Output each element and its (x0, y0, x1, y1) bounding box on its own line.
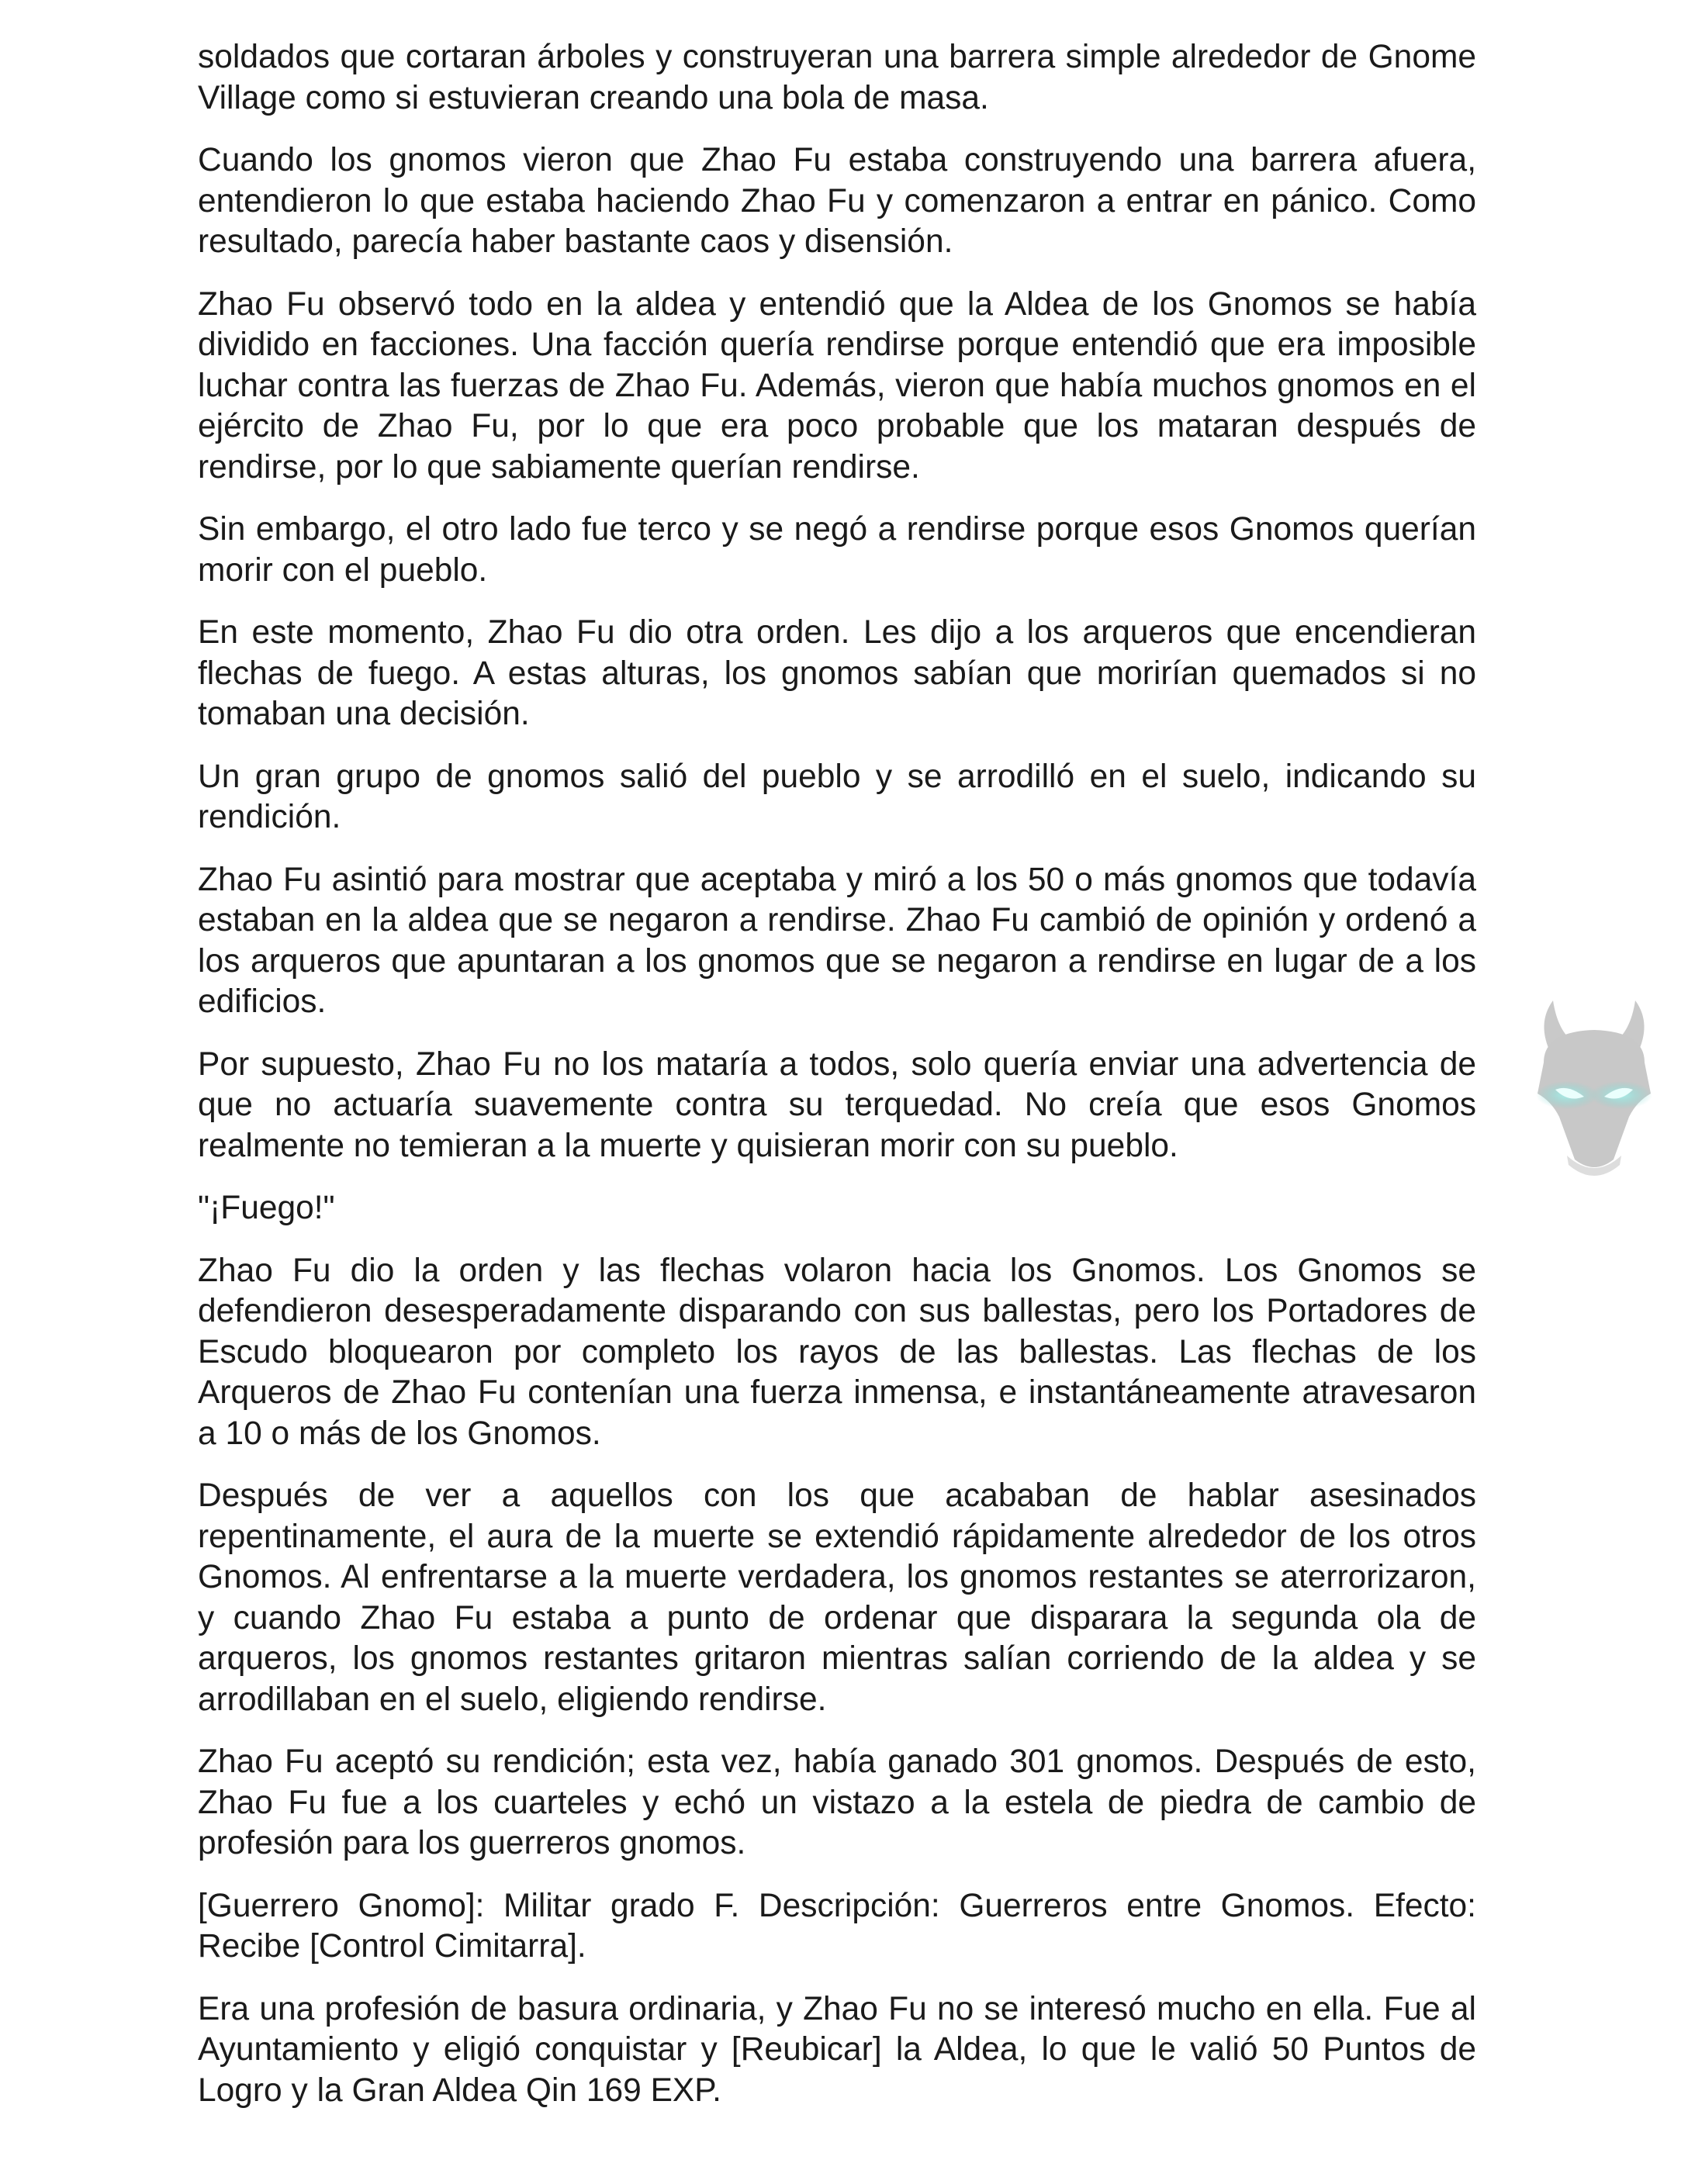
paragraph-6: Un gran grupo de gnomos salió del pueblo y se arrodilló en el suelo, indicando su rendición. (198, 758, 1476, 835)
paragraph-3: Zhao Fu observó todo en la aldea y entendió que la Aldea de los Gnomos se había dividido en facciones. Una facción quería rendirse porque entendió que era imposible luchar contra las fuerzas de Zhao Fu. Además, vieron que había muchos gnomos en el ejército de Zhao Fu, por lo que era poco probable que los mataran después de rendirse, por lo que sabiamente querían rendirse. (198, 285, 1476, 486)
paragraph-2: Cuando los gnomos vieron que Zhao Fu estaba construyendo una barrera afuera, entendieron lo que estaba haciendo Zhao Fu y comenzaron a entrar en pánico. Como resultado, parecía haber bastante caos y disensión. (198, 142, 1476, 260)
paragraph-8: Por supuesto, Zhao Fu no los mataría a todos, solo quería enviar una advertencia de que no actuaría suavemente contra su terquedad. No creía que esos Gnomos realmente no temieran a la muerte y quisieran morir con su pueblo. (198, 1045, 1476, 1164)
paragraph-14: Era una profesión de basura ordinaria, y Zhao Fu no se interesó mucho en ella. Fue al Ayuntamiento y eligió conquistar y [Reubicar] la Aldea, lo que le valió 50 Puntos de Logro y la Gran Aldea Qin 169 EXP. (198, 1990, 1476, 2109)
paragraph-9: "¡Fuego!" (198, 1190, 335, 1226)
paragraph-4: Sin embargo, el otro lado fue terco y se negó a rendirse porque esos Gnomos querían morir con el pueblo. (198, 511, 1476, 589)
paragraph-5: En este momento, Zhao Fu dio otra orden. Les dijo a los arqueros que encendieran flechas de fuego. A estas alturas, los gnomos sabían que morirían quemados si no tomaban una decisión. (198, 614, 1476, 732)
document-body (198, 37, 1476, 2133)
demon-head-icon (1520, 1000, 1668, 1179)
paragraph-13: [Guerrero Gnomo]: Militar grado F. Descripción: Guerreros entre Gnomos. Efecto: Recibe [Control Cimitarra]. (198, 1887, 1476, 1965)
paragraph-1: soldados que cortaran árboles y construyeran una barrera simple alrededor de Gnome Village como si estuvieran creando una bola de masa. (198, 39, 1476, 116)
paragraph-12: Zhao Fu aceptó su rendición; esta vez, había ganado 301 gnomos. Después de esto, Zhao Fu fue a los cuarteles y echó un vistazo a la estela de piedra de cambio de profesión para los guerreros gnomos. (198, 1743, 1476, 1861)
paragraph-11: Después de ver a aquellos con los que acababan de hablar asesinados repentinamente, el aura de la muerte se extendió rápidamente alrededor de los otros Gnomos. Al enfrentarse a la muerte verdadera, los gnomos restantes se aterrorizaron, y cuando Zhao Fu estaba a punto de ordenar que disparara la segunda ola de arqueros, los gnomos restantes gritaron mientras salían corriendo de la aldea y se arrodillaban en el suelo, eligiendo rendirse. (198, 1477, 1476, 1718)
paragraph-10: Zhao Fu dio la orden y las flechas volaron hacia los Gnomos. Los Gnomos se defendieron desesperadamente disparando con sus ballestas, pero los Portadores de Escudo bloquearon por completo los rayos de las ballestas. Las flechas de los Arqueros de Zhao Fu contenían una fuerza inmensa, e instantáneamente atravesaron a 10 o más de los Gnomos. (198, 1252, 1476, 1452)
paragraph-7: Zhao Fu asintió para mostrar que aceptaba y miró a los 50 o más gnomos que todavía estaban en la aldea que se negaron a rendirse. Zhao Fu cambió de opinión y ordenó a los arqueros que apuntaran a los gnomos que se negaron a rendirse en lugar de a los edificios. (198, 861, 1476, 1020)
